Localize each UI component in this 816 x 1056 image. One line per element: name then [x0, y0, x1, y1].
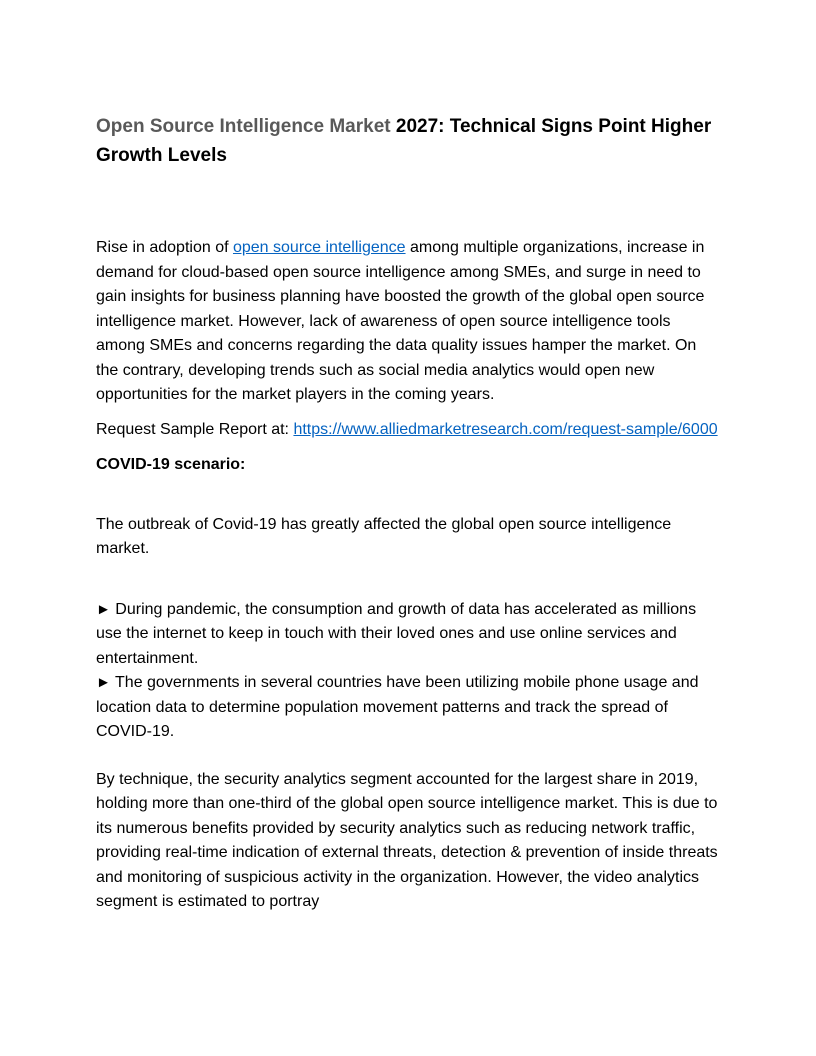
- intro-text-before: Rise in adoption of: [96, 239, 233, 256]
- intro-text-after: among multiple organizations, increase in demand for cloud-based open source intelligence among SMEs, and surge in need to gain insights for business planning have boosted the growth of the global open source intelligence market. However, lack of awareness of open source intelligence tools among SMEs and concerns regarding the data quality issues hamper the market. On the contrary, developing trends such as social media analytics would open new opportunities for the market players in the coming years.: [96, 239, 705, 403]
- covid-outbreak-paragraph: The outbreak of Covid-19 has greatly affected the global open source intelligence market.: [96, 515, 672, 557]
- technique-paragraph: By technique, the security analytics segment accounted for the largest share in 2019, holding more than one-third of the global open source intelligence market. This is due to its numerous benefits provided by security analytics such as reducing network traffic, providing real-time indication of external threats, detection & prevention of inside threats and monitoring of suspicious activity in the organization. However, the video analytics segment is estimated to portray: [96, 770, 718, 910]
- title-part-1: Open Source Intelligence Market: [96, 116, 391, 137]
- bullet-arrow-icon: ►: [96, 600, 111, 618]
- covid-heading: COVID-19 scenario:: [96, 456, 246, 473]
- document-page: [96, 112, 718, 915]
- document-title: [96, 112, 718, 170]
- request-sample-link[interactable]: https://www.alliedmarketresearch.com/request-sample/6000: [293, 420, 718, 438]
- request-sample-label: Request Sample Report at:: [96, 420, 294, 438]
- osint-link[interactable]: open source intelligence: [232, 239, 406, 256]
- title-part-2: 2027: Technical Signs Point Higher Growth Levels: [96, 116, 712, 166]
- covid-bullet-1-text: During pandemic, the consumption and growth of data has accelerated as millions use the internet to keep in touch with their loved ones and use online services and entertainment.: [96, 600, 697, 667]
- request-sample-paragraph: [96, 418, 718, 443]
- bullet-arrow-icon: ►: [96, 674, 111, 691]
- covid-bullet-2-text: The governments in several countries have been utilizing mobile phone usage and location data to determine population movement patterns and track the spread of COVID-19.: [96, 674, 699, 740]
- intro-paragraph: [96, 236, 718, 408]
- covid-bullet-2: [96, 671, 718, 745]
- covid-bullet-1: [96, 598, 718, 672]
